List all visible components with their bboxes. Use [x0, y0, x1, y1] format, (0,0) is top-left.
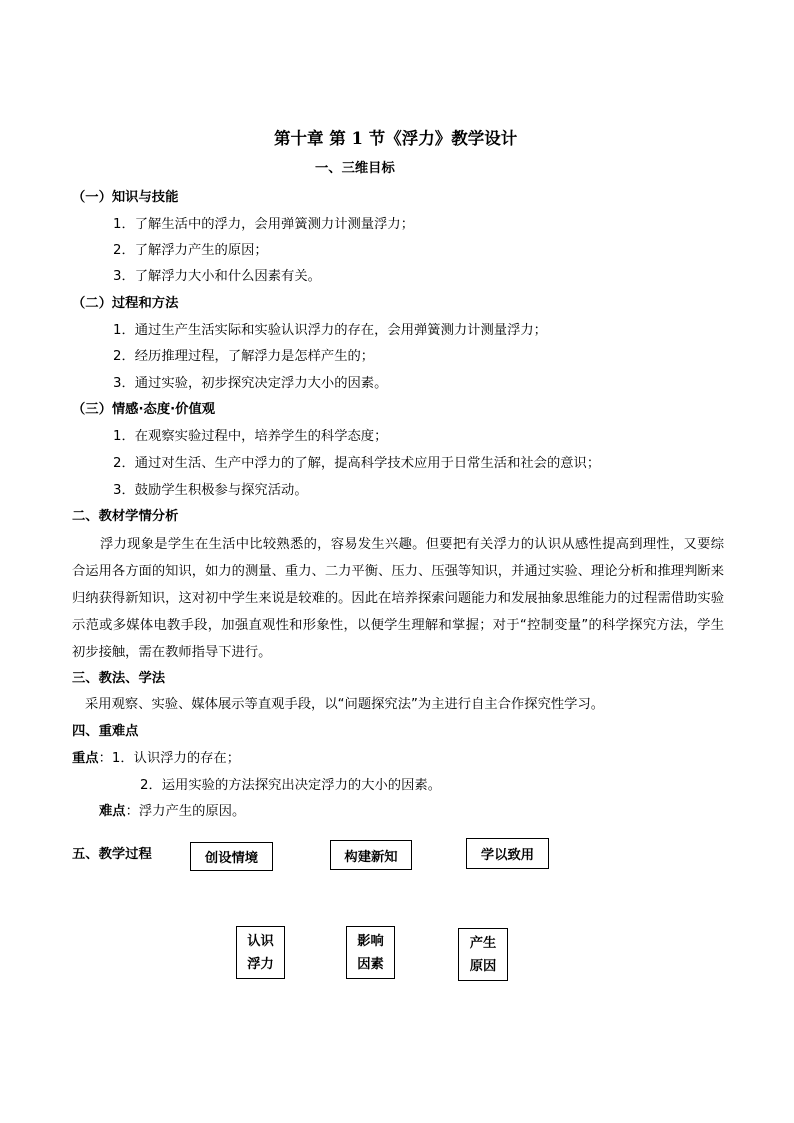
- flow-box-build-knowledge: [330, 840, 412, 870]
- flow-box-label: 创设情境: [204, 851, 259, 866]
- analysis-paragraph: 浮力现象是学生在生活中比较熟悉的，容易发生兴趣。但要把有关浮力的认识从感性提高到理性，又要综合运用各方面的知识，如力的测量、重力、二力平衡、压力、压强等知识，并通过实验、理论分析和推理判断来归纳获得新知识，这对初中学生来说是较难的。因此在培养探索问题能力和发展抽象思维能力的过程需借助实验示范或多媒体电教手段，加强直观性和形象性，以便学生理解和掌握；对于“控制变量”的科学探究方法，学生初步接触，需在教师指导下进行。: [72, 537, 724, 660]
- section-1-heading: 一、三维目标: [315, 161, 395, 176]
- list-item: 1．了解生活中的浮力，会用弹簧测力计测量浮力；: [113, 217, 414, 232]
- flow-box-label: 构建新知: [344, 849, 398, 865]
- list-item: 1．通过生产生活实际和实验认识浮力的存在，会用弹簧测力计测量浮力；: [113, 323, 547, 338]
- section-5-heading: 五、教学过程: [72, 847, 152, 862]
- list-item: 1．在观察实验过程中，培养学生的科学态度；: [113, 429, 388, 444]
- key-point-1: ：1．认识浮力的存在；: [98, 751, 241, 766]
- key-points-line: [72, 750, 240, 768]
- subsection-attitude-heading: （三）情感·态度·价值观: [72, 402, 216, 417]
- flow-box-label: 因素: [357, 956, 384, 972]
- document-title: 第十章 第 1 节《浮力》教学设计: [274, 129, 518, 148]
- list-item: 3．了解浮力大小和什么因素有关。: [113, 269, 321, 284]
- difficulty-text: ：浮力产生的原因。: [125, 804, 246, 819]
- list-item: 3．通过实验，初步探究决定浮力大小的因素。: [113, 376, 388, 391]
- flow-box-origin-cause: [458, 928, 508, 981]
- list-item: 2．经历推理过程，了解浮力是怎样产生的；: [113, 349, 375, 364]
- section-2-heading: 二、教材学情分析: [72, 509, 179, 524]
- flow-box-recognize-buoyancy: [236, 926, 285, 979]
- flow-box-label: 影响: [357, 933, 384, 949]
- difficulty-line: [99, 803, 245, 821]
- subsection-process-heading: （二）过程和方法: [72, 296, 179, 311]
- list-item: 2．了解浮力产生的原因；: [113, 243, 268, 258]
- flow-box-label: 产生: [469, 935, 497, 951]
- subsection-knowledge-heading: （一）知识与技能: [72, 190, 179, 205]
- flow-box-label: 原因: [469, 958, 497, 974]
- difficulty-label: 难点: [99, 804, 126, 819]
- key-points-label: 重点: [72, 751, 99, 766]
- flow-box-label: 学以致用: [480, 848, 535, 863]
- flow-box-create-situation: [190, 842, 273, 871]
- method-paragraph: 采用观察、实验、媒体展示等直观手段，以“问题探究法”为主进行自主合作探究性学习。: [85, 697, 605, 712]
- flow-box-label: 浮力: [247, 956, 274, 972]
- flow-box-apply-learning: [466, 838, 549, 869]
- flow-box-influencing-factors: [346, 926, 395, 979]
- list-item: 2．通过对生活、生产中浮力的了解，提高科学技术应用于日常生活和社会的意识；: [113, 456, 601, 471]
- flow-box-label: 认识: [247, 933, 274, 949]
- section-3-heading: 三、教法、学法: [72, 671, 166, 686]
- list-item: 3．鼓励学生积极参与探究活动。: [113, 483, 308, 498]
- key-point-2: 2．运用实验的方法探究出决定浮力的大小的因素。: [140, 778, 441, 793]
- section-4-heading: 四、重难点: [72, 724, 139, 739]
